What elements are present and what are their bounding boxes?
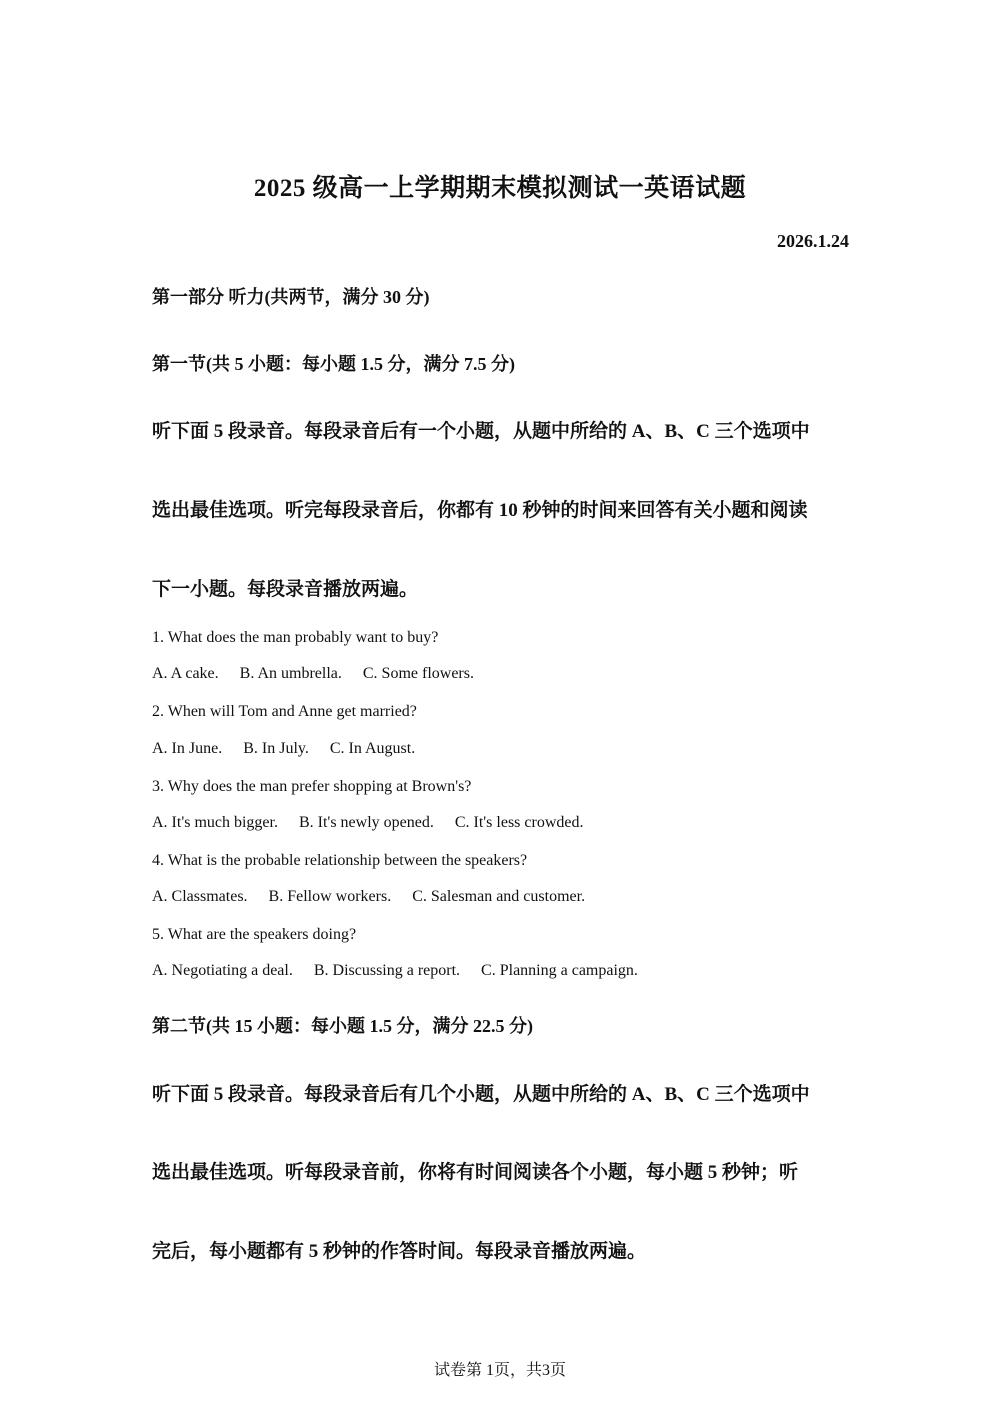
- option-b: B. It's newly opened.: [298, 814, 434, 831]
- question-3: 3. Why does the man prefer shopping at Brown's?: [152, 778, 472, 795]
- section1-heading: 第一节(共 5 小题：每小题 1.5 分，满分 7.5 分): [152, 354, 515, 374]
- option-c: C. Planning a campaign.: [481, 962, 638, 979]
- option-c: C. In August.: [329, 740, 416, 757]
- section1-instruction-line: 选出最佳选项。听完每段录音后，你都有 10 秒钟的时间来回答有关小题和阅读: [152, 500, 808, 521]
- section2-instruction-line: 听下面 5 段录音。每段录音后有几个小题，从题中所给的 A、B、C 三个选项中: [152, 1084, 810, 1105]
- option-b: B. An umbrella.: [239, 665, 342, 682]
- exam-title: 2025 级高一上学期期末模拟测试一英语试题: [253, 175, 747, 202]
- question-1-options: [152, 665, 491, 683]
- question-4: 4. What is the probable relationship between the speakers?: [152, 852, 528, 869]
- option-b: B. Fellow workers.: [268, 888, 392, 905]
- option-c: C. It's less crowded.: [454, 814, 584, 831]
- page-footer: 试卷第 1页，共3页: [433, 1362, 566, 1379]
- part1-heading: 第一部分 听力(共两节，满分 30 分): [152, 287, 430, 307]
- question-3-options: [152, 814, 600, 832]
- option-a: A. A cake.: [152, 665, 219, 682]
- option-a: A. Classmates.: [152, 888, 248, 905]
- option-c: C. Salesman and customer.: [412, 888, 586, 905]
- option-c: C. Some flowers.: [362, 665, 474, 682]
- option-b: B. Discussing a report.: [313, 962, 461, 979]
- question-2: 2. When will Tom and Anne get married?: [152, 703, 417, 720]
- question-1: 1. What does the man probably want to buy?: [152, 629, 439, 646]
- option-a: A. Negotiating a deal.: [152, 962, 293, 979]
- option-a: A. It's much bigger.: [152, 814, 278, 831]
- section2-heading: 第二节(共 15 小题：每小题 1.5 分，满分 22.5 分): [152, 1016, 533, 1036]
- option-a: A. In June.: [152, 740, 223, 757]
- question-4-options: [152, 888, 602, 906]
- question-5-options: [152, 962, 655, 980]
- section1-instruction-line: 下一小题。每段录音播放两遍。: [152, 579, 419, 600]
- section2-instruction-line: 选出最佳选项。听每段录音前，你将有时间阅读各个小题，每小题 5 秒钟；听: [152, 1162, 799, 1183]
- section2-instruction-line: 完后，每小题都有 5 秒钟的作答时间。每段录音播放两遍。: [152, 1241, 647, 1262]
- question-5: 5. What are the speakers doing?: [152, 926, 357, 943]
- question-2-options: [152, 740, 432, 758]
- section1-instruction-line: 听下面 5 段录音。每段录音后有一个小题，从题中所给的 A、B、C 三个选项中: [152, 421, 810, 442]
- exam-date: 2026.1.24: [777, 231, 849, 251]
- option-b: B. In July.: [243, 740, 309, 757]
